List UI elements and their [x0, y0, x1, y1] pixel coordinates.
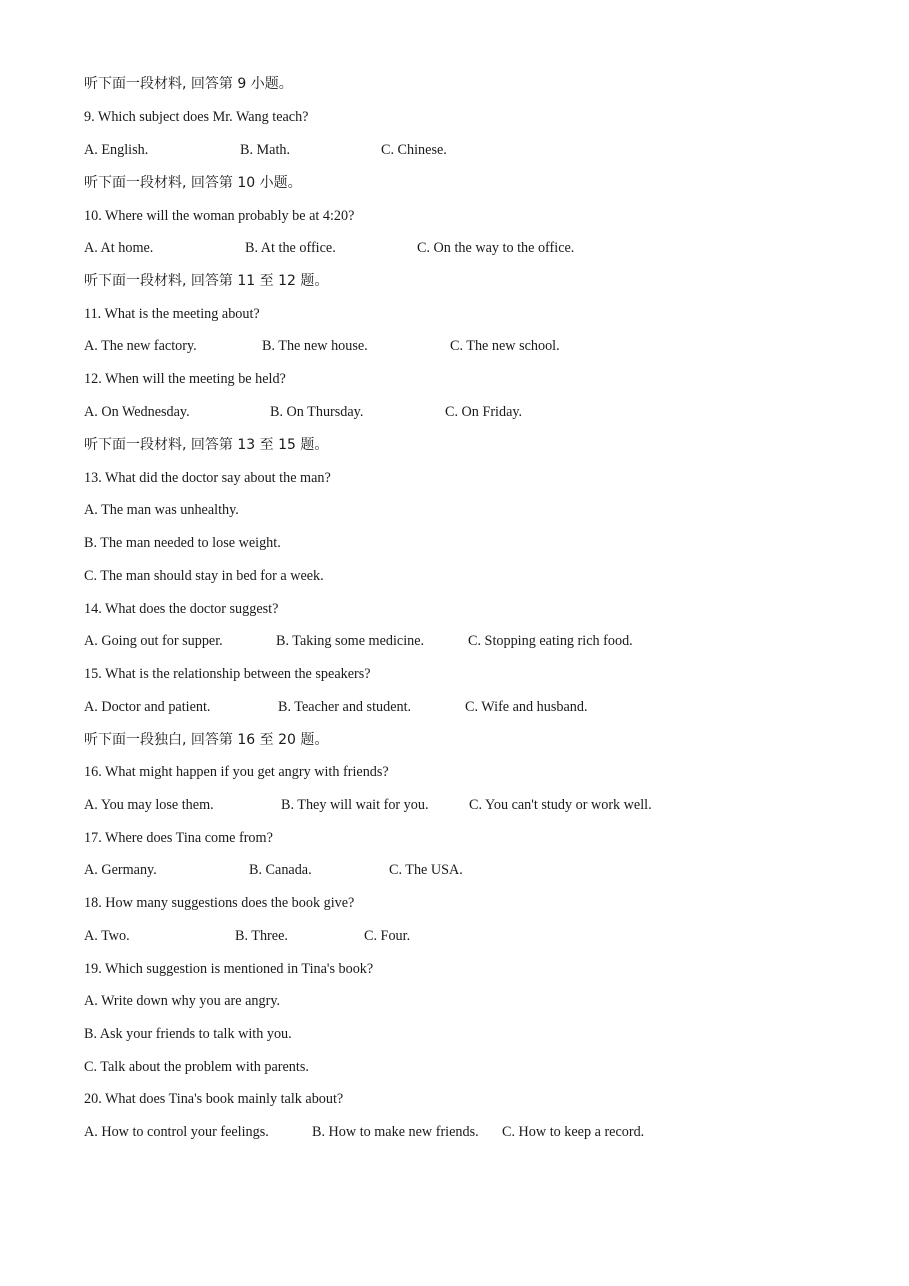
option-a: A. You may lose them.: [84, 797, 214, 813]
option-a: A. English.: [84, 142, 149, 158]
options-row: [84, 402, 844, 422]
options-row: [84, 238, 844, 258]
option-c: C. On the way to the office.: [417, 240, 575, 256]
options-row: [84, 1122, 844, 1142]
option-a: A. How to control your feelings.: [84, 1124, 269, 1140]
option-c: C. Four.: [364, 928, 411, 944]
option-b: B. Three.: [235, 928, 288, 944]
option-b: B. At the office.: [245, 240, 336, 256]
question-20: 20. What does Tina's book mainly talk about?: [84, 1091, 344, 1107]
option-a: A. Doctor and patient.: [84, 699, 211, 715]
option-a: A. The new factory.: [84, 338, 197, 354]
section-heading: 听下面一段材料, 回答第 11 至 12 题。: [84, 273, 329, 289]
option-a: A. The man was unhealthy.: [84, 502, 239, 518]
option-c: C. How to keep a record.: [502, 1124, 645, 1140]
options-row: [84, 860, 844, 880]
option-a: A. Going out for supper.: [84, 633, 223, 649]
question-11: 11. What is the meeting about?: [84, 306, 260, 322]
section-heading: 听下面一段材料, 回答第 13 至 15 题。: [84, 437, 329, 453]
section-heading: 听下面一段材料, 回答第 9 小题。: [84, 76, 293, 92]
option-b: B. On Thursday.: [270, 404, 364, 420]
question-18: 18. How many suggestions does the book give?: [84, 895, 355, 911]
option-b: B. Teacher and student.: [278, 699, 412, 715]
option-b: B. Ask your friends to talk with you.: [84, 1026, 292, 1042]
option-c: C. The man should stay in bed for a week.: [84, 568, 324, 584]
option-c: C. The new school.: [450, 338, 560, 354]
options-row: [84, 926, 844, 946]
question-12: 12. When will the meeting be held?: [84, 371, 286, 387]
question-10: 10. Where will the woman probably be at 4:20?: [84, 208, 355, 224]
options-row: [84, 697, 844, 717]
option-a: A. At home.: [84, 240, 154, 256]
option-c: C. Chinese.: [381, 142, 447, 158]
option-c: C. Talk about the problem with parents.: [84, 1059, 309, 1075]
options-row: [84, 795, 844, 815]
option-c: C. Stopping eating rich food.: [468, 633, 633, 649]
options-row: [84, 336, 844, 356]
options-row: [84, 140, 844, 160]
option-b: B. Canada.: [249, 862, 312, 878]
section-heading: 听下面一段材料, 回答第 10 小题。: [84, 175, 302, 191]
option-b: B. Taking some medicine.: [276, 633, 425, 649]
option-c: C. You can't study or work well.: [469, 797, 652, 813]
question-13: 13. What did the doctor say about the man?: [84, 470, 331, 486]
option-a: A. Write down why you are angry.: [84, 993, 281, 1009]
question-14: 14. What does the doctor suggest?: [84, 601, 279, 617]
question-17: 17. Where does Tina come from?: [84, 830, 273, 846]
option-b: B. The new house.: [262, 338, 368, 354]
option-b: B. They will wait for you.: [281, 797, 429, 813]
question-16: 16. What might happen if you get angry with friends?: [84, 764, 389, 780]
question-19: 19. Which suggestion is mentioned in Tina's book?: [84, 961, 374, 977]
option-a: A. On Wednesday.: [84, 404, 190, 420]
option-a: A. Germany.: [84, 862, 157, 878]
option-b: B. Math.: [240, 142, 291, 158]
option-b: B. The man needed to lose weight.: [84, 535, 281, 551]
option-b: B. How to make new friends.: [312, 1124, 479, 1140]
options-row: [84, 631, 844, 651]
question-9: 9. Which subject does Mr. Wang teach?: [84, 109, 309, 125]
option-c: C. The USA.: [389, 862, 463, 878]
section-heading: 听下面一段独白, 回答第 16 至 20 题。: [84, 732, 329, 748]
option-c: C. Wife and husband.: [465, 699, 588, 715]
option-c: C. On Friday.: [445, 404, 523, 420]
option-a: A. Two.: [84, 928, 130, 944]
question-15: 15. What is the relationship between the speakers?: [84, 666, 371, 682]
